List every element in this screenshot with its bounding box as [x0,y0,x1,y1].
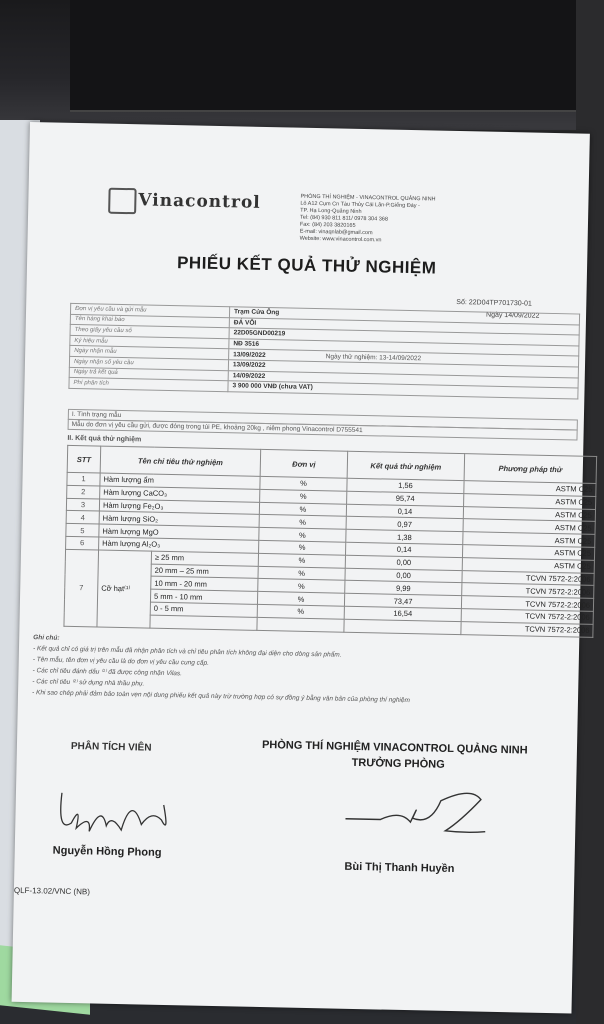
form-code: QLF-13.02/VNC (NB) [13,885,91,897]
info-value-text: 13/09/2022 [233,350,266,359]
cell-name: Cỡ hạt⁽¹⁾ [97,550,152,628]
cell-method: ASTM C25 [463,506,595,522]
cell-result: 1,56 [347,478,464,493]
cell-result: 0,14 [346,504,463,519]
cell-unit [257,617,344,632]
results-table [63,445,597,638]
info-label: Ký hiệu mẫu [70,335,229,349]
info-value: NĐ 3516 [229,338,579,356]
cell-result: 73,47 [344,593,461,608]
cell-name: Hàm lượng ẩm [100,473,260,489]
cell-range [150,615,257,630]
lab-line: Fax: (84) 203 3820165 [299,221,356,229]
cell-result: 1,38 [346,529,463,544]
cell-result: 16,54 [344,606,461,621]
info-label: Phí phân tích [69,378,228,392]
device-edge [70,0,576,112]
section-results-title: II. Kết quả thử nghiệm [67,434,142,444]
info-label: Tên hàng khai báo [70,314,229,328]
header-result: Kết quả thử nghiệm [347,451,465,480]
note-line: - Các chỉ tiêu ⁽²⁾ sử dụng nhà thầu phụ. [32,678,145,688]
lab-title: PHÒNG THÍ NGHIỆM VINACONTROL QUẢNG NINH [261,738,528,757]
cell-result: 0,00 [345,568,462,583]
cell-unit: % [259,515,346,530]
sample-info-table [68,303,580,399]
cell-stt: 6 [66,536,99,549]
section-sample-status-text: Mẫu do đơn vị yêu cầu gửi, được đóng trong túi PE, khoảng 20kg , niêm phong Vinacontrol D755541 [68,419,578,441]
cell-result: 0,97 [346,517,463,532]
analyst-signature-icon [51,773,182,846]
note-line: - Kết quả chỉ có giá trị trên mẫu đã nhận phân tích và chỉ tiêu phân tích không đại diện cho dòng sản phẩm. [32,645,342,659]
test-report-document [12,122,593,1014]
test-date: Ngày thử nghiệm: 13-14/09/2022 [325,352,422,362]
vinacontrol-logo-icon [108,188,137,215]
cell-unit: % [259,502,346,517]
report-date: Ngày 14/09/2022 [485,311,540,320]
cell-method: ASTM C25 [462,557,594,573]
head-name: Bùi Thị Thanh Huyền [344,860,455,876]
document-title: PHIẾU KẾT QUẢ THỬ NGHIỆM [176,253,437,278]
note-line: - Khi sao chép phải đảm bảo toàn vẹn nội dung phiếu kết quả này trừ trường hợp có sự đồng ý bằng văn bản của phòng thí nghiệm [31,689,411,705]
info-label: Ngày nhận mẫu [70,346,229,360]
header-method: Phương pháp thử [464,454,597,484]
cell-unit: % [258,553,345,568]
info-label: Đơn vị yêu cầu và gửi mẫu [70,303,229,317]
cell-method: ASTM C25 [463,519,595,535]
report-number: Số: 22D04TP701730-01 [456,298,532,308]
info-value: 3 900 000 VNĐ (chưa VAT) [228,381,578,399]
info-value: 22D05GND00219 [229,328,579,346]
info-value: 13/09/2022 [228,360,578,378]
cell-result [344,619,461,634]
cell-method: TCVN 7572-2:2006 [462,583,594,599]
info-label: Ngày trả kết quả [69,367,228,381]
cell-result: 0,00 [345,555,462,570]
cell-unit: % [257,604,344,619]
lab-line: E-mail: vinaqnlab@gmail.com [299,228,373,237]
cell-method: TCVN 7572-2:2006 [461,596,593,612]
analyst-title: PHÂN TÍCH VIÊN [70,740,152,754]
lab-line: PHÒNG THÍ NGHIỆM - VINACONTROL QUẢNG NINH [300,193,436,203]
cell-stt: 5 [66,524,99,537]
cell-range: 5 mm - 10 mm [150,589,257,604]
cell-method: TCVN 7572-2:2006 [461,621,593,637]
cell-range: 10 mm - 20 mm [151,577,258,592]
cell-stt: 7 [64,549,99,626]
notes [32,632,411,706]
cell-result: 0,14 [346,542,463,557]
note-line: - Các chỉ tiêu đánh dấu ⁽¹⁾ đã được công nhận Vilas. [32,667,183,678]
cell-unit: % [258,579,345,594]
lab-address [300,194,436,246]
cell-stt: 3 [66,498,99,511]
info-value: Trạm Cửa Ông [229,307,579,325]
cell-name: Hàm lượng MgO [99,524,259,540]
cell-unit: % [260,476,347,491]
header-name: Tên chỉ tiêu thử nghiệm [100,446,261,476]
cell-unit: % [259,540,346,555]
lab-line: Website: www.vinacontrol.com.vn [299,235,382,244]
head-signature-icon [340,779,491,842]
logo-text: Vinacontrol [138,190,261,213]
cell-method: ASTM C25 [462,545,594,561]
cell-range: 20 mm – 25 mm [151,564,258,579]
info-value: 14/09/2022 [228,370,578,388]
cell-method: ASTM C25 [464,481,596,497]
lab-line: Lô A12 Cụm Cn Tàu Thủy Cái Lân-P.Giếng Đáy - [300,200,420,210]
cell-unit: % [257,592,344,607]
cell-name: Hàm lượng Al₂O₃ [99,537,259,553]
lab-line: Tel: (84) 930 811 811/ 0978 304 368 [299,214,388,223]
header-stt: STT [67,445,101,473]
cell-result: 9,99 [345,581,462,596]
cell-method: ASTM C25 [463,532,595,548]
note-line: - Tên mẫu, tên đơn vị yêu cầu là do đơn vị yêu cầu cung cấp. [32,656,210,667]
info-label: Ngày nhận số yêu cầu [69,356,228,370]
info-value: ĐÁ VÔI [229,317,579,335]
cell-name: Hàm lượng CaCO₃ [100,486,260,502]
cell-name: Hàm lượng Fe₂O₃ [99,499,259,515]
cell-name: Hàm lượng SiO₂ [99,511,259,527]
notes-title: Ghi chú: [33,634,60,642]
cell-stt: 4 [66,511,99,524]
cell-unit: % [259,528,346,543]
cell-method: TCVN 7572-2:2006 [462,570,594,586]
header-unit: Đơn vị [260,449,348,478]
head-title: TRƯỞNG PHÒNG [351,756,445,771]
analyst-name: Nguyễn Hồng Phong [52,844,162,859]
cell-method: ASTM C25 [464,493,596,509]
cell-stt: 1 [67,472,100,485]
info-label: Theo giấy yêu cầu số [70,325,229,339]
cell-stt: 2 [67,485,100,498]
cell-range: 0 - 5 mm [150,602,257,617]
cell-method: TCVN 7572-2:2006 [461,609,593,625]
lab-line: TP. Hạ Long-Quảng Ninh [300,207,362,215]
cell-range: ≥ 25 mm [151,551,258,566]
cell-unit: % [260,489,347,504]
cell-unit: % [258,566,345,581]
section-sample-status-title: I. Tình trạng mẫu [68,409,578,431]
cell-result: 95,74 [347,491,464,506]
